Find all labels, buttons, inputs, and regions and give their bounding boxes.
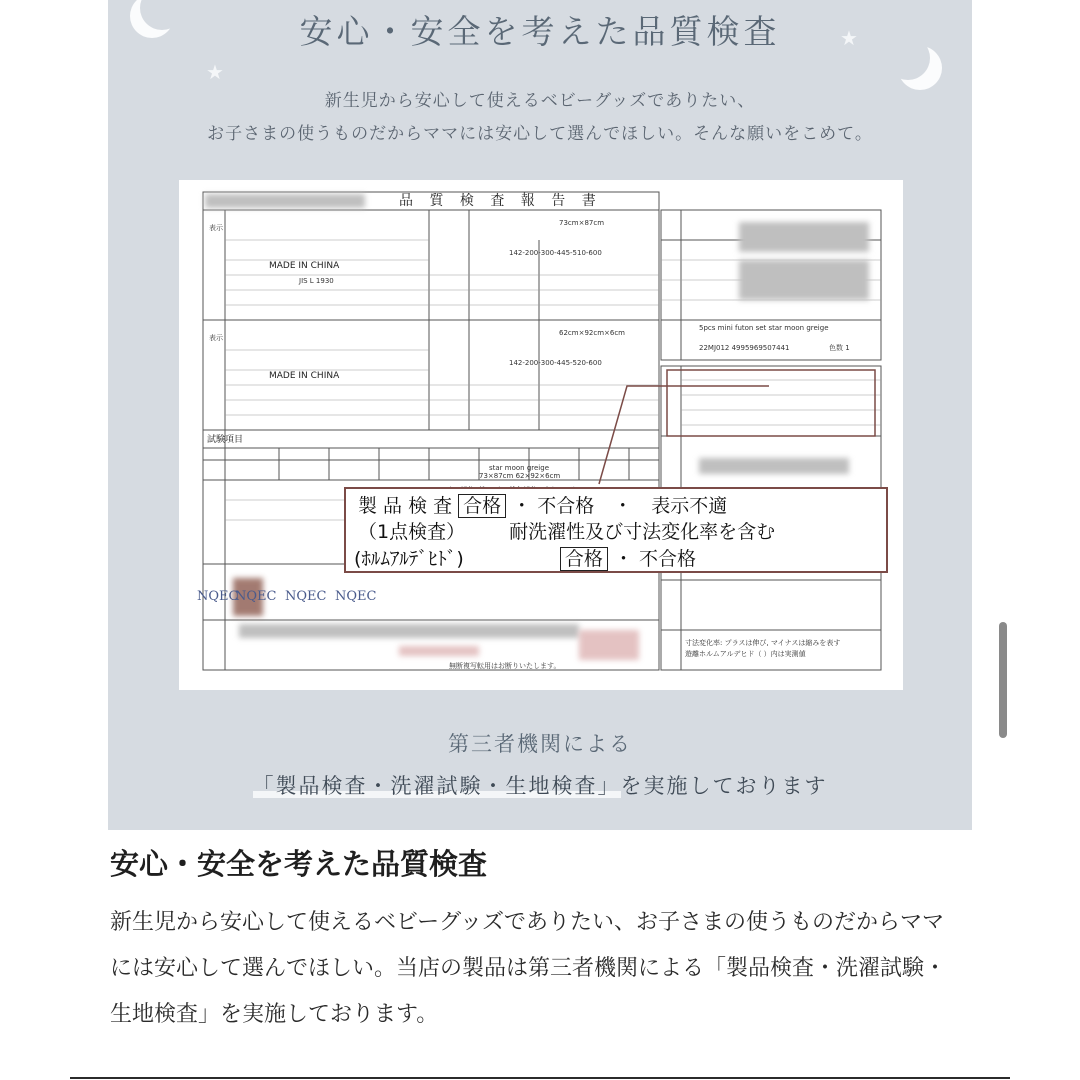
star-icon: ★ bbox=[840, 26, 858, 50]
report-product-number: 22MJ012 4995969507441 bbox=[699, 344, 790, 352]
subtitle-highlight: 「製品検査・洗濯試験・生地検査」 bbox=[252, 774, 621, 798]
banner-subtitle-1: 第三者機関による bbox=[448, 732, 632, 756]
formaldehyde-options: ・ 不合格 bbox=[613, 548, 696, 570]
nqec-stamp: NQEC bbox=[197, 589, 239, 604]
star-icon: ★ bbox=[206, 60, 224, 84]
inspection-report-image bbox=[179, 180, 903, 690]
result-options: ・ 不合格 ・ 表示不適 bbox=[512, 495, 728, 517]
report-origin-2: MADE IN CHINA bbox=[269, 371, 340, 381]
report-heading: 品 質 検 査 報 告 書 bbox=[399, 193, 602, 209]
formaldehyde-label: (ﾎﾙﾑｱﾙﾃﾞﾋﾄﾞ) bbox=[354, 548, 464, 570]
banner-lead-line1: 新生児から安心して使えるベビーグッズでありたい、 bbox=[324, 91, 756, 111]
report-footer-note: 無断複写転用はお断りいたします。 bbox=[449, 662, 561, 670]
svg-text:表示: 表示 bbox=[209, 224, 223, 232]
report-code-1: 142-200-300-445-510-600 bbox=[509, 249, 602, 257]
formaldehyde-pass-mark: 合格 bbox=[560, 547, 608, 571]
divider bbox=[70, 1077, 1010, 1079]
report-size-1: 73cm×87cm bbox=[559, 219, 605, 227]
report-side-note: 寸法変化率: プラスは伸び, マイナスは縮みを表す bbox=[685, 639, 841, 647]
report-test-items: 試験項目 bbox=[207, 435, 244, 445]
product-inspection-label: 製 品 検 査 bbox=[358, 495, 453, 517]
report-dims: 73×87cm 62×92×6cm bbox=[479, 472, 561, 480]
nqec-stamp: NQEC bbox=[335, 589, 377, 604]
inspection-result-callout bbox=[344, 487, 888, 573]
svg-text:表示: 表示 bbox=[209, 334, 223, 342]
report-sample-name: star moon greige bbox=[489, 464, 549, 472]
banner-subtitle-2 bbox=[108, 770, 972, 800]
report-origin-1: MADE IN CHINA bbox=[269, 261, 340, 271]
section-heading: 安心・安全を考えた品質検査 bbox=[110, 847, 488, 881]
subtitle-rest: を実施しております bbox=[620, 774, 828, 798]
quality-banner bbox=[108, 0, 972, 830]
report-code-2: 142-200-300-445-520-600 bbox=[509, 359, 602, 367]
report-product-name: 5pcs mini futon set star moon greige bbox=[699, 324, 829, 332]
nqec-stamp: NQEC bbox=[235, 589, 277, 604]
banner-lead-line2: お子さまの使うものだからママには安心して選んでほしい。そんな願いをこめて。 bbox=[207, 124, 873, 144]
report-standard: JIS L 1930 bbox=[299, 277, 334, 285]
section-paragraph: 新生児から安心して使えるベビーグッズでありたい、お子さまの使うものだからママには安心して選んでほしい。当店の製品は第三者機関による「製品検査・洗濯試験・生地検査」を実施しております。 bbox=[110, 910, 947, 1027]
report-table-graphic bbox=[179, 180, 903, 690]
scrollbar-thumb[interactable] bbox=[999, 622, 1007, 738]
single-inspection-label: （1点検査） bbox=[358, 521, 466, 543]
report-side-note-2: 遊離ホルムアルデヒド（ ）内は実測値 bbox=[685, 650, 806, 658]
report-size-2: 62cm×92cm×6cm bbox=[559, 329, 626, 337]
banner-title: 安心・安全を考えた品質検査 bbox=[299, 12, 781, 51]
report-color-no: 色数 1 bbox=[829, 344, 850, 352]
wash-durability-note: 耐洗濯性及び寸法変化率を含む bbox=[509, 521, 776, 543]
nqec-stamp: NQEC bbox=[285, 589, 327, 604]
pass-mark: 合格 bbox=[458, 494, 506, 518]
